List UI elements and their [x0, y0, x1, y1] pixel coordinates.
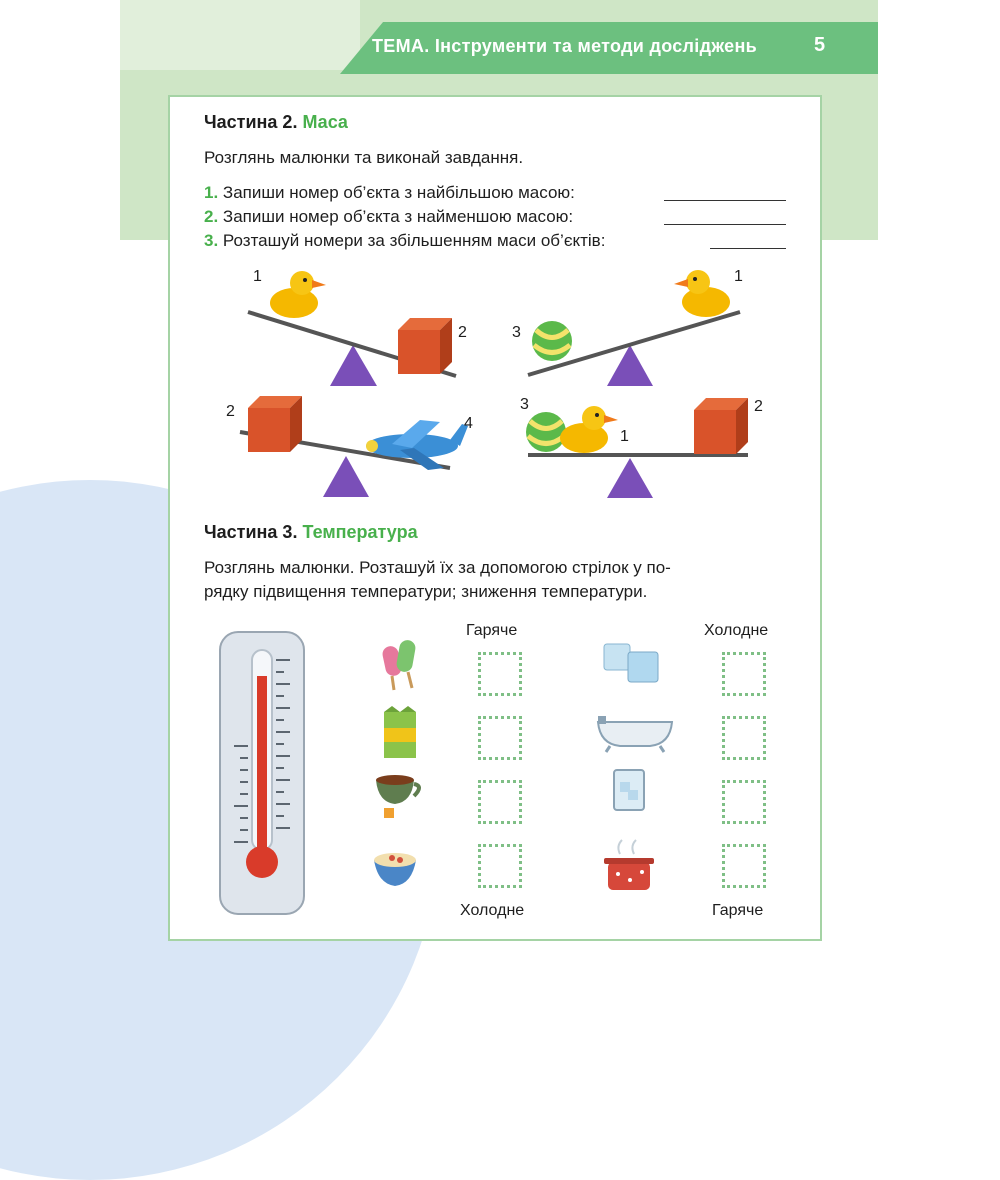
col2-top-label: Холодне: [704, 622, 769, 639]
popsicle-icon: [381, 639, 417, 690]
answer-box-col1-4[interactable]: [478, 844, 522, 888]
scale3-label-left: 2: [226, 403, 235, 420]
answer-box-col2-3[interactable]: [722, 780, 766, 824]
food-bag-icon: [384, 706, 416, 758]
part3-instruction-line1: Розглянь малюнки. Розташуй їх за допомогою стрілок у по-: [204, 558, 671, 577]
answer-box-col1-3[interactable]: [478, 780, 522, 824]
scale2-label-right: 1: [734, 268, 743, 285]
task-3: 3. Розташуй номери за збільшенням маси об’єктів:: [204, 231, 606, 250]
answer-box-col1-2[interactable]: [478, 716, 522, 760]
part3-instruction-line2: рядку підвищення температури; зниження температури.: [204, 582, 648, 601]
tea-cup-icon: [376, 775, 419, 818]
col2-bottom-label: Гаряче: [712, 902, 764, 919]
ice-cubes-icon: [604, 644, 658, 682]
task-1: 1. Запиши номер об’єкта з найбільшою масою:: [204, 183, 575, 202]
answer-box-col1-1[interactable]: [478, 652, 522, 696]
task-2: 2. Запиши номер об’єкта з найменшою масою:: [204, 207, 574, 226]
col1-bottom-label: Холодне: [460, 902, 525, 919]
answer-box-col2-1[interactable]: [722, 652, 766, 696]
bathtub-icon: [598, 716, 672, 752]
ice-water-glass-icon: [614, 770, 644, 810]
scale1-label-right: 2: [458, 324, 467, 341]
part2-instruction: Розглянь малюнки та виконай завдання.: [204, 148, 524, 167]
answer-box-col2-2[interactable]: [722, 716, 766, 760]
scale3-label-right: 4: [464, 415, 473, 432]
scale1-label-left: 1: [253, 268, 262, 285]
page-number: 5: [814, 34, 826, 56]
porridge-bowl-icon: [374, 853, 416, 886]
scale4-label-left: 3: [520, 396, 529, 413]
scale4-label-right: 2: [754, 398, 763, 415]
answer-box-col2-4[interactable]: [722, 844, 766, 888]
part3-heading: Частина 3. Температура: [204, 522, 418, 542]
boiling-pot-icon: [604, 840, 654, 890]
scale2-label-left: 3: [512, 324, 521, 341]
col1-top-label: Гаряче: [466, 622, 518, 639]
part2-heading: Частина 2. Маса: [204, 112, 348, 132]
header-title: ТЕМА. Інструменти та методи досліджень: [372, 36, 757, 56]
scale4-label-middle: 1: [620, 428, 629, 445]
